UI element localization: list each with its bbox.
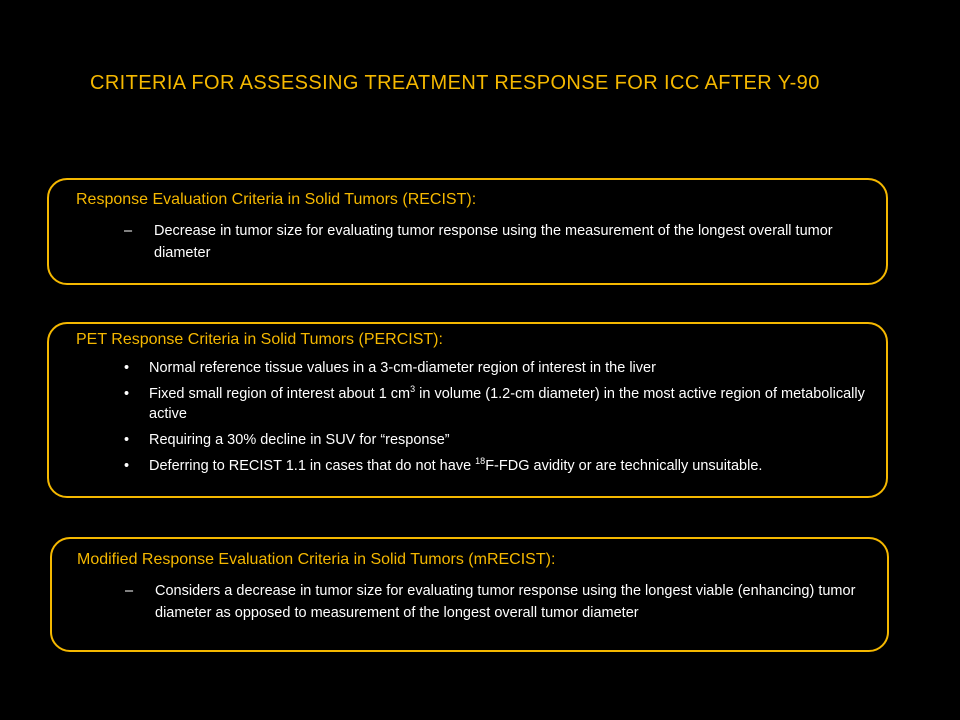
- recist-heading: Response Evaluation Criteria in Solid Tumors (RECIST):: [76, 191, 477, 208]
- list-item-text: F-FDG avidity or are technically unsuitable.: [485, 458, 763, 474]
- superscript: 3: [410, 384, 416, 395]
- list-item-text: Normal reference tissue values in a 3-cm-diameter region of interest in the liver: [149, 360, 656, 376]
- mrecist-heading: Modified Response Evaluation Criteria in Solid Tumors (mRECIST):: [77, 551, 556, 568]
- list-item-text: Requiring a 30% decline in SUV for “response”: [149, 432, 450, 448]
- recist-box: [47, 178, 888, 285]
- bullet-marker: •: [124, 360, 130, 376]
- dash-marker: –: [125, 583, 134, 599]
- list-item: [124, 456, 884, 476]
- mrecist-box: [50, 537, 889, 652]
- bullet-marker: •: [124, 458, 130, 474]
- bullet-marker: •: [124, 432, 130, 448]
- mrecist-item-text: Considers a decrease in tumor size for evaluating tumor response using the longest viable (enhancing) tumor diameter as opposed to measurement of the longest overall tumor diameter: [155, 583, 856, 621]
- mrecist-item: [125, 580, 865, 624]
- list-item-text: Fixed small region of interest about 1 cm: [149, 386, 411, 402]
- percist-box: [47, 322, 888, 498]
- percist-list: [124, 358, 884, 482]
- percist-heading: PET Response Criteria in Solid Tumors (PERCIST):: [76, 331, 443, 348]
- list-item: [124, 358, 884, 378]
- dash-marker: –: [124, 223, 133, 239]
- list-item: [124, 384, 884, 424]
- superscript: 18: [475, 456, 486, 467]
- bullet-marker: •: [124, 386, 130, 402]
- list-item: [124, 430, 884, 450]
- slide-title: CRITERIA FOR ASSESSING TREATMENT RESPONSE FOR ICC AFTER Y-90: [90, 72, 820, 94]
- list-item-text: Deferring to RECIST 1.1 in cases that do not have: [149, 458, 476, 474]
- recist-item-text: Decrease in tumor size for evaluating tumor response using the measurement of the longest overall tumor diameter: [154, 223, 833, 261]
- list-item-text: in volume (1.2-cm diameter) in the most active region of metabolically active: [149, 386, 865, 422]
- recist-item: [124, 220, 864, 264]
